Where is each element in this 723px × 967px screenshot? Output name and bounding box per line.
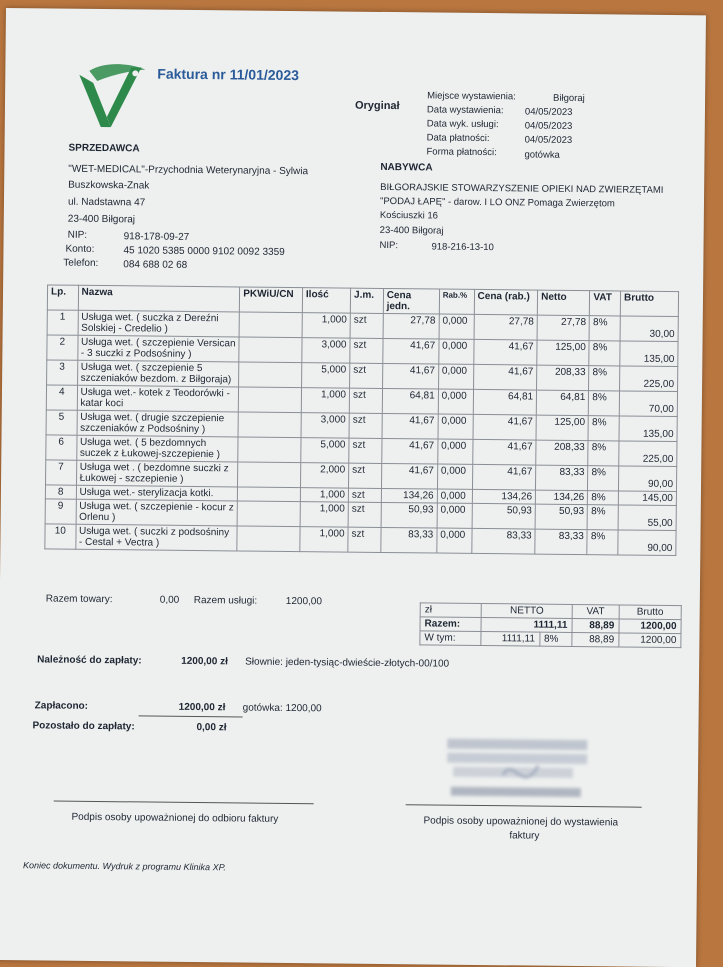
items-body — [45, 310, 678, 556]
vat-summary-vat-header: VAT — [572, 604, 619, 618]
services-total: 1200,00 — [285, 595, 323, 608]
item-net: 50,93 — [535, 504, 587, 530]
item-price-discounted: 41,67 — [473, 339, 537, 365]
item-lp: 3 — [47, 360, 78, 385]
meta-value: gotówka — [524, 149, 560, 161]
seller-phone: 084 688 02 68 — [123, 259, 188, 271]
item-price-discounted: 41,67 — [472, 464, 536, 490]
item-unit: szt — [349, 463, 382, 488]
item-lp: 9 — [45, 499, 76, 524]
meta-label: Data płatności: — [426, 132, 490, 145]
item-vat: 8% — [588, 466, 619, 491]
item-lp: 2 — [47, 335, 78, 360]
item-net: 64,81 — [536, 390, 588, 416]
item-price: 83,33 — [381, 527, 437, 553]
invoice-title: Faktura nr 11/01/2023 — [157, 65, 300, 84]
issuer-signature-caption-cont: faktury — [509, 830, 540, 842]
item-discount: 0,000 — [437, 503, 472, 528]
item-unit: szt — [349, 388, 382, 413]
item-vat: 8% — [587, 505, 618, 530]
item-price: 64,81 — [382, 388, 438, 414]
item-unit: szt — [349, 438, 382, 463]
col-qty: Ilość — [302, 288, 350, 314]
item-vat: 8% — [587, 530, 618, 555]
item-unit: szt — [348, 527, 381, 552]
vat-summary-incl-rate: 8% — [539, 632, 571, 646]
item-net: 83,33 — [535, 529, 587, 555]
buyer-street: Kościuszki 16 — [379, 209, 438, 222]
meta-label: Data wystawienia: — [426, 104, 504, 117]
seller-account: 45 1020 5385 0000 9102 0092 3359 — [123, 245, 285, 258]
item-price: 134,26 — [381, 488, 437, 503]
item-qty: 5,000 — [301, 438, 349, 464]
item-name: Usługa wet. ( szczepienie - kocur z Orlenu ) — [76, 499, 238, 526]
item-net: 83,33 — [536, 465, 588, 491]
services-total-label: Razem usługi: — [193, 594, 258, 607]
item-gross: 225,00 — [620, 366, 678, 392]
item-name: Usługa wet.- sterylizacja kotki. — [76, 485, 238, 501]
meta-value: 04/05/2023 — [524, 120, 573, 132]
item-qty: 3,000 — [302, 338, 350, 364]
meta-label: Forma płatności: — [426, 146, 497, 159]
item-qty: 5,000 — [301, 363, 349, 389]
item-vat: 8% — [589, 391, 620, 416]
col-name: Nazwa — [78, 285, 240, 312]
seller-nip-label: NIP: — [67, 229, 88, 241]
vat-summary-incl-vat: 88,89 — [572, 632, 619, 646]
vat-summary-currency: zł — [420, 603, 482, 618]
item-pkwiu — [238, 462, 301, 488]
item-qty: 1,000 — [300, 527, 348, 553]
item-name: Usługa wet. ( suczki z podsośniny - Cestal + Vectra ) — [75, 524, 237, 551]
item-gross: 55,00 — [618, 505, 676, 531]
issuer-signature-caption: Podpis osoby upoważnionej do wystawienia — [423, 815, 619, 829]
col-price: Cena jedn. — [383, 288, 439, 314]
item-gross: 90,00 — [618, 530, 676, 556]
item-name: Usługa wet. ( 5 bezdomnych suczek z Łukowej-szczepienie ) — [76, 435, 238, 462]
item-lp: 4 — [46, 385, 77, 410]
item-gross: 30,00 — [620, 316, 678, 342]
item-pkwiu — [237, 501, 300, 527]
seller-name-cont: Buszkowska-Znak — [68, 179, 150, 192]
item-name: Usługa wet. ( drugie szczepienie szczeniaków z Podsośniny ) — [77, 410, 239, 437]
meta-label: Data wyk. usługi: — [426, 118, 499, 131]
item-discount: 0,000 — [439, 339, 474, 364]
item-gross: 90,00 — [619, 466, 677, 492]
invoice-page — [0, 8, 706, 967]
item-unit: szt — [350, 338, 383, 363]
meta-label: Miejsce wystawienia: — [427, 90, 516, 103]
item-gross: 225,00 — [619, 441, 677, 467]
item-discount: 0,000 — [438, 414, 473, 439]
paid-label: Zapłacono: — [34, 700, 89, 712]
item-price-discounted: 41,67 — [472, 439, 536, 465]
col-lp: Lp. — [47, 285, 78, 310]
vat-summary-total-label: Razem: — [420, 617, 482, 632]
item-vat: 8% — [589, 366, 620, 391]
item-qty: 2,000 — [300, 463, 348, 489]
item-lp: 5 — [46, 410, 77, 435]
item-price: 41,67 — [381, 463, 437, 489]
meta-value: 04/05/2023 — [524, 134, 573, 146]
item-pkwiu — [238, 437, 301, 463]
col-unit: J.m. — [350, 288, 383, 313]
item-gross: 70,00 — [619, 391, 677, 417]
item-gross: 135,00 — [619, 416, 677, 442]
item-price-discounted: 83,33 — [471, 528, 535, 554]
vat-summary-incl-net: 1111,11 — [481, 632, 539, 647]
item-price-discounted: 50,93 — [472, 503, 536, 529]
col-price-discounted: Cena (rab.) — [474, 289, 538, 315]
item-pkwiu — [239, 337, 302, 363]
item-discount: 0,000 — [438, 389, 473, 414]
vat-summary-total-gross: 1200,00 — [619, 619, 681, 634]
seller-phone-label: Telefon: — [63, 257, 99, 269]
item-gross: 135,00 — [620, 341, 678, 367]
item-price-discounted: 134,26 — [472, 489, 536, 504]
seller-account-label: Konto: — [65, 243, 95, 255]
amount-due: 1200,00 zł — [181, 655, 228, 668]
seller-city: 23-400 Biłgoraj — [67, 213, 136, 226]
document-footer: Koniec dokumentu. Wydruk z programu Klinika XP. — [22, 860, 227, 873]
item-pkwiu — [238, 387, 301, 413]
item-qty: 1,000 — [302, 313, 350, 339]
seller-heading: SPRZEDAWCA — [68, 142, 140, 155]
item-pkwiu — [239, 312, 302, 338]
item-discount: 0,000 — [437, 439, 472, 464]
col-vat: VAT — [590, 291, 621, 316]
item-price-discounted: 41,67 — [473, 414, 537, 440]
item-lp: 6 — [46, 435, 77, 460]
item-net: 27,78 — [537, 315, 589, 341]
item-lp: 7 — [46, 460, 77, 485]
issuer-signature-line — [406, 804, 642, 807]
item-net: 125,00 — [536, 415, 588, 441]
seller-name: "WET-MEDICAL"-Przychodnia Weterynaryjna - Sylwia — [68, 163, 309, 178]
vat-summary-net-header: NETTO — [482, 604, 573, 619]
col-discount: Rab.% — [439, 289, 474, 314]
item-price: 41,67 — [381, 438, 437, 464]
original-label: Oryginał — [354, 99, 400, 113]
item-lp: 1 — [47, 310, 78, 335]
item-price: 50,93 — [381, 502, 437, 528]
seller-street: ul. Nadstawna 47 — [67, 196, 146, 209]
item-unit: szt — [348, 488, 381, 502]
item-price-discounted: 41,67 — [473, 364, 537, 390]
item-qty: 1,000 — [300, 488, 348, 503]
item-price: 41,67 — [383, 338, 439, 364]
paid-detail: gotówka: 1200,00 — [242, 702, 322, 715]
vat-summary-incl-label: W tym: — [420, 631, 482, 646]
item-unit: szt — [349, 413, 382, 438]
amount-due-label: Należność do zapłaty: — [37, 654, 142, 667]
item-pkwiu — [238, 412, 301, 438]
goods-total: 0,00 — [159, 594, 180, 606]
vat-summary-incl-row — [420, 631, 681, 648]
buyer-nip-label: NIP: — [379, 239, 399, 252]
item-vat: 8% — [588, 416, 619, 441]
buyer-name-cont: "PODAJ ŁAPĘ" - darow. I LO ONZ Pomaga Zwierzętom — [379, 195, 615, 210]
vat-summary-incl-gross: 1200,00 — [619, 633, 681, 648]
item-unit: szt — [350, 313, 383, 338]
item-net: 125,00 — [537, 340, 589, 366]
item-name: Usługa wet.- kotek z Teodorówki - katar koci — [77, 385, 239, 412]
col-pkwiu: PKWiU/CN — [240, 287, 303, 313]
item-discount: 0,000 — [438, 364, 473, 389]
item-price-discounted: 27,78 — [474, 314, 538, 340]
item-price: 41,67 — [382, 413, 438, 439]
vat-summary-total-vat: 88,89 — [572, 618, 619, 632]
vat-summary-gross-header: Brutto — [619, 605, 681, 620]
goods-total-label: Razem towary: — [45, 593, 113, 606]
seller-nip: 918-178-09-27 — [123, 231, 190, 243]
item-gross: 145,00 — [618, 491, 676, 506]
remaining-amount: 0,00 zł — [196, 722, 227, 734]
amount-in-words: Słownie: jeden-tysiąc-dwieście-złotych-00/100 — [245, 656, 450, 670]
paid-amount: 1200,00 zł — [178, 701, 226, 714]
buyer-name: BIŁGORAJSKIE STOWARZYSZENIE OPIEKI NAD ZWIERZĘTAMI — [380, 181, 664, 196]
item-unit: szt — [348, 502, 381, 527]
item-price: 27,78 — [383, 313, 439, 339]
item-pkwiu — [237, 526, 300, 552]
vet-clinic-logo — [71, 61, 154, 132]
buyer-heading: NABYWCA — [380, 161, 433, 174]
item-qty: 1,000 — [300, 502, 348, 528]
item-price: 41,67 — [382, 363, 438, 389]
item-net: 134,26 — [535, 490, 587, 505]
item-name: Usługa wet. ( szczepienie Versican - 3 suczki z Podsośniny ) — [77, 335, 239, 362]
meta-value: 04/05/2023 — [524, 106, 573, 118]
vat-summary-table — [419, 602, 681, 648]
item-net: 208,33 — [537, 365, 589, 391]
item-name: Usługa wet. ( szczepienie 5 szczeniaków bezdom. z Biłgoraja) — [77, 360, 239, 387]
item-vat: 8% — [588, 491, 619, 505]
item-discount: 0,000 — [437, 489, 472, 503]
buyer-nip: 918-216-13-10 — [431, 241, 494, 254]
item-price-discounted: 64,81 — [473, 389, 537, 415]
receiver-signature-caption: Podpis osoby upoważnionej do odbioru faktury — [71, 811, 279, 825]
item-vat: 8% — [589, 316, 620, 341]
vat-summary-total-net: 1111,11 — [481, 618, 572, 633]
blurred-signature-stamp — [443, 735, 594, 805]
item-discount: 0,000 — [437, 464, 472, 489]
item-net: 208,33 — [536, 440, 588, 466]
item-lp: 8 — [45, 485, 76, 499]
item-vat: 8% — [589, 341, 620, 366]
remaining-label: Pozostało do zapłaty: — [32, 720, 135, 733]
item-pkwiu — [238, 487, 301, 502]
item-discount: 0,000 — [439, 314, 474, 339]
item-discount: 0,000 — [437, 528, 472, 553]
item-unit: szt — [350, 363, 383, 388]
item-name: Usługa wet. ( suczka z Dereźni Solskiej - Credelio ) — [78, 310, 240, 337]
buyer-city: 23-400 Biłgoraj — [379, 224, 444, 237]
items-table — [44, 284, 679, 556]
item-name: Usługa wet . ( bezdomne suczki z Łukowej - szczepienie ) — [76, 460, 238, 487]
meta-value: Biłgoraj — [553, 92, 585, 105]
col-net: Netto — [537, 290, 589, 316]
item-pkwiu — [239, 362, 302, 388]
paid-underline — [139, 715, 243, 717]
table-row — [45, 524, 676, 556]
col-gross: Brutto — [620, 291, 678, 317]
item-qty: 1,000 — [301, 388, 349, 414]
item-qty: 3,000 — [301, 413, 349, 439]
item-lp: 10 — [45, 524, 76, 549]
receiver-signature-line — [54, 801, 314, 805]
item-vat: 8% — [588, 441, 619, 466]
